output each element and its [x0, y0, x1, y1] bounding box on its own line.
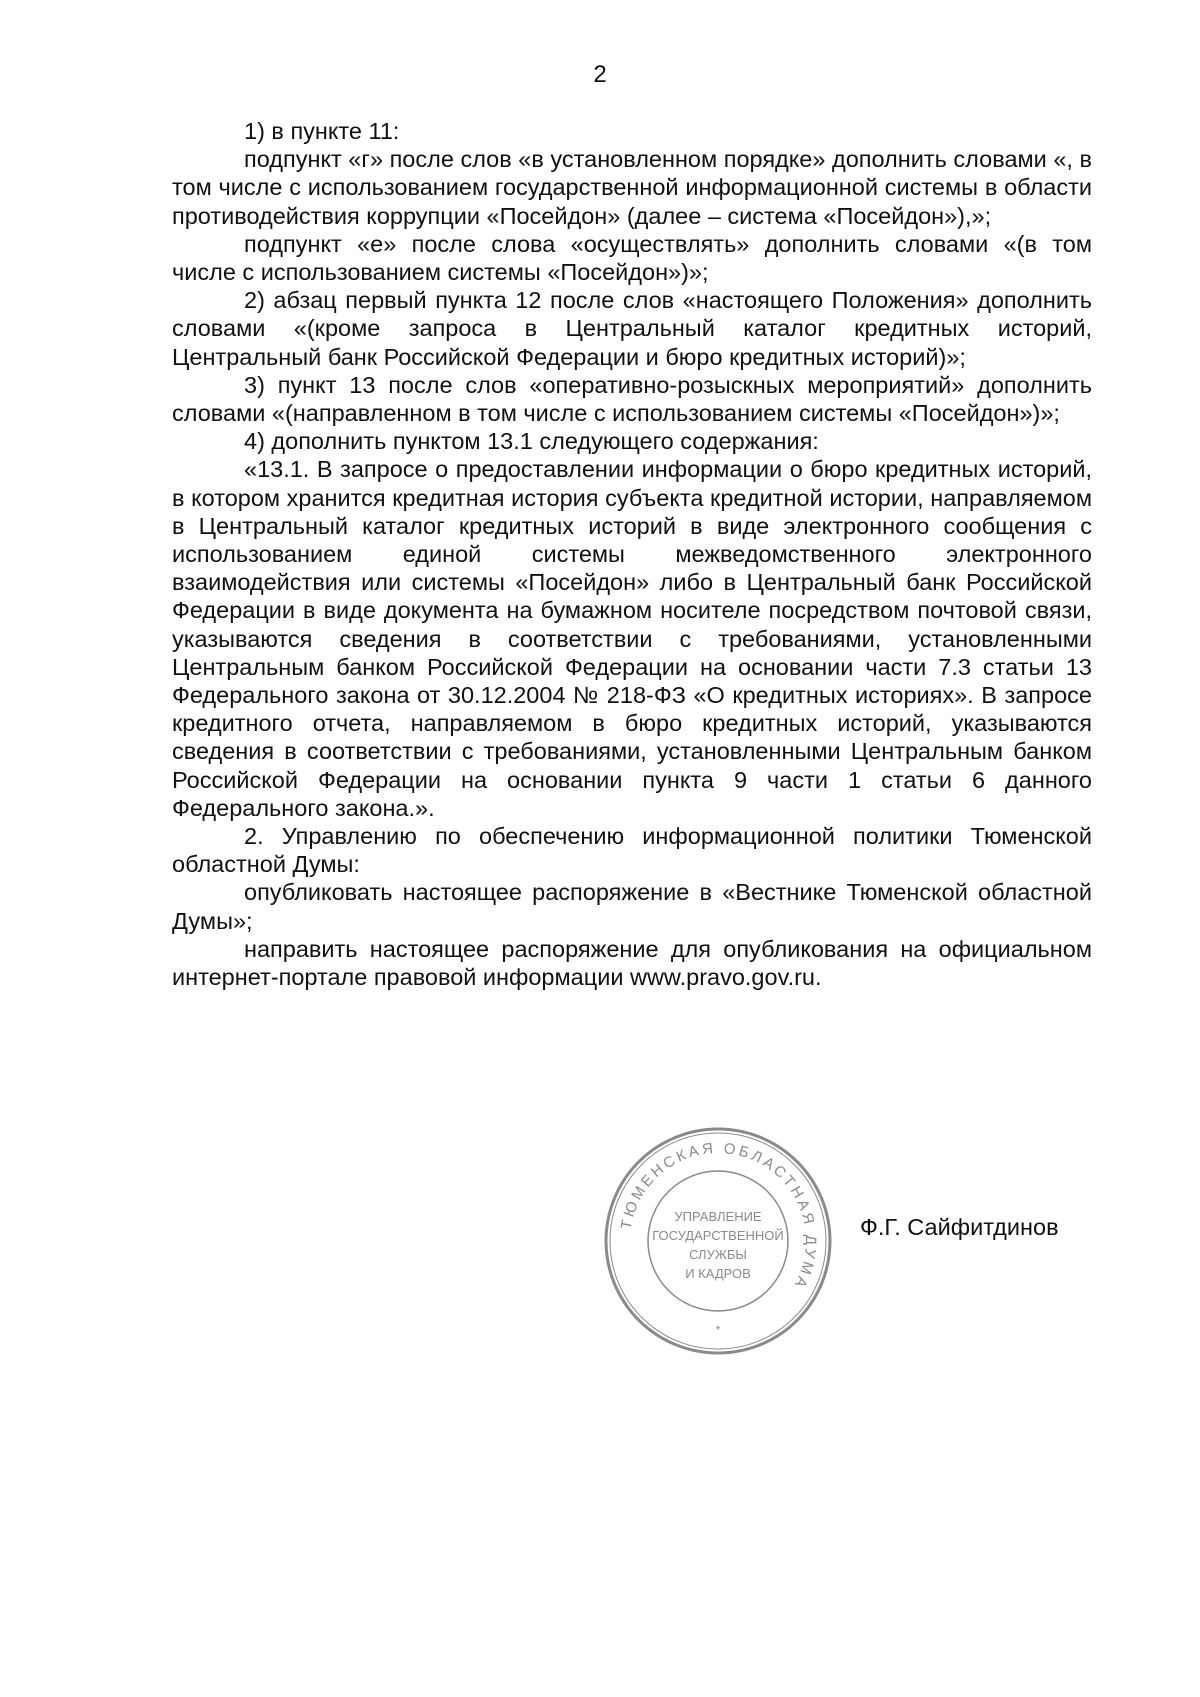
seal-center-line-4: И КАДРОВ: [685, 1266, 751, 1281]
signatory-name: Ф.Г. Сайфитдинов: [860, 1214, 1059, 1240]
seal-center-line-2: ГОСУДАРСТВЕННОЙ: [652, 1228, 784, 1243]
paragraph-subitem-e: подпункт «е» после слова «осуществлять» дополнить словами «(в том числе с использованием системы «Посейдон»)»;: [172, 230, 1092, 286]
seal-ring-text: ТЮМЕНСКАЯ ОБЛАСТНАЯ ДУМА: [617, 1139, 820, 1293]
paragraph-publish: опубликовать настоящее распоряжение в «Вестнике Тюменской областной Думы»;: [172, 879, 1092, 934]
paragraph-subitem-g: подпункт «г» после слов «в установленном порядке» дополнить словами «, в том числе с использованием государственной информационной системы в области противодействия коррупции «Посейдон» (далее – система «Посейдон»),»;: [172, 146, 1092, 229]
paragraph-section-2: 2. Управлению по обеспечению информационной политики Тюменской областной Думы:: [172, 823, 1092, 878]
document-body: [172, 117, 1092, 991]
paragraph-item-4: 4) дополнить пунктом 13.1 следующего содержания:: [244, 428, 819, 455]
paragraph-item-2: 2) абзац первый пункта 12 после слов «настоящего Положения» дополнить словами «(кроме запроса в Центральный каталог кредитных историй, Центральный банк Российской Федерации и бюро кредитных историй)»;: [172, 287, 1092, 370]
paragraph-item-3: 3) пункт 13 после слов «оперативно-розыскных мероприятий» дополнить словами «(направленном в том числе с использованием системы «Посейдон»)»;: [172, 371, 1092, 427]
paragraph-item-1: 1) в пункте 11:: [244, 118, 400, 144]
seal-star-icon: *: [715, 1323, 721, 1337]
seal-center-line-3: СЛУЖБЫ: [689, 1247, 747, 1262]
paragraph-portal: направить настоящее распоряжение для опубликования на официальном интернет-портале правовой информации www.pravo.gov.ru.: [172, 935, 1092, 991]
official-seal: [603, 1126, 833, 1356]
seal-center-line-1: УПРАВЛЕНИЕ: [674, 1209, 762, 1224]
paragraph-clause-13-1: «13.1. В запросе о предоставлении информации о бюро кредитных историй, в котором хранится кредитная история субъекта кредитной истории, направляемом в Центральный каталог кредитных историй в виде электронного сообщения с использованием единой системы межведомственного электронного взаимодействия или системы «Посейдон» либо в Центральный банк Российской Федерации в виде документа на бумажном носителе посредством почтовой связи, указываются сведения в соответствии с требованиями, установленными Центральным банком Российской Федерации на основании части 7.3 статьи 13 Федерального закона от 30.12.2004 № 218-ФЗ «О кредитных историях». В запросе кредитного отчета, направляемом в бюро кредитных историй, указываются сведения в соответствии с требованиями, установленными Центральным банком Российской Федерации на основании пункта 9 части 1 статьи 6 данного Федерального закона.».: [172, 456, 1092, 821]
page-number: 2: [593, 61, 607, 88]
